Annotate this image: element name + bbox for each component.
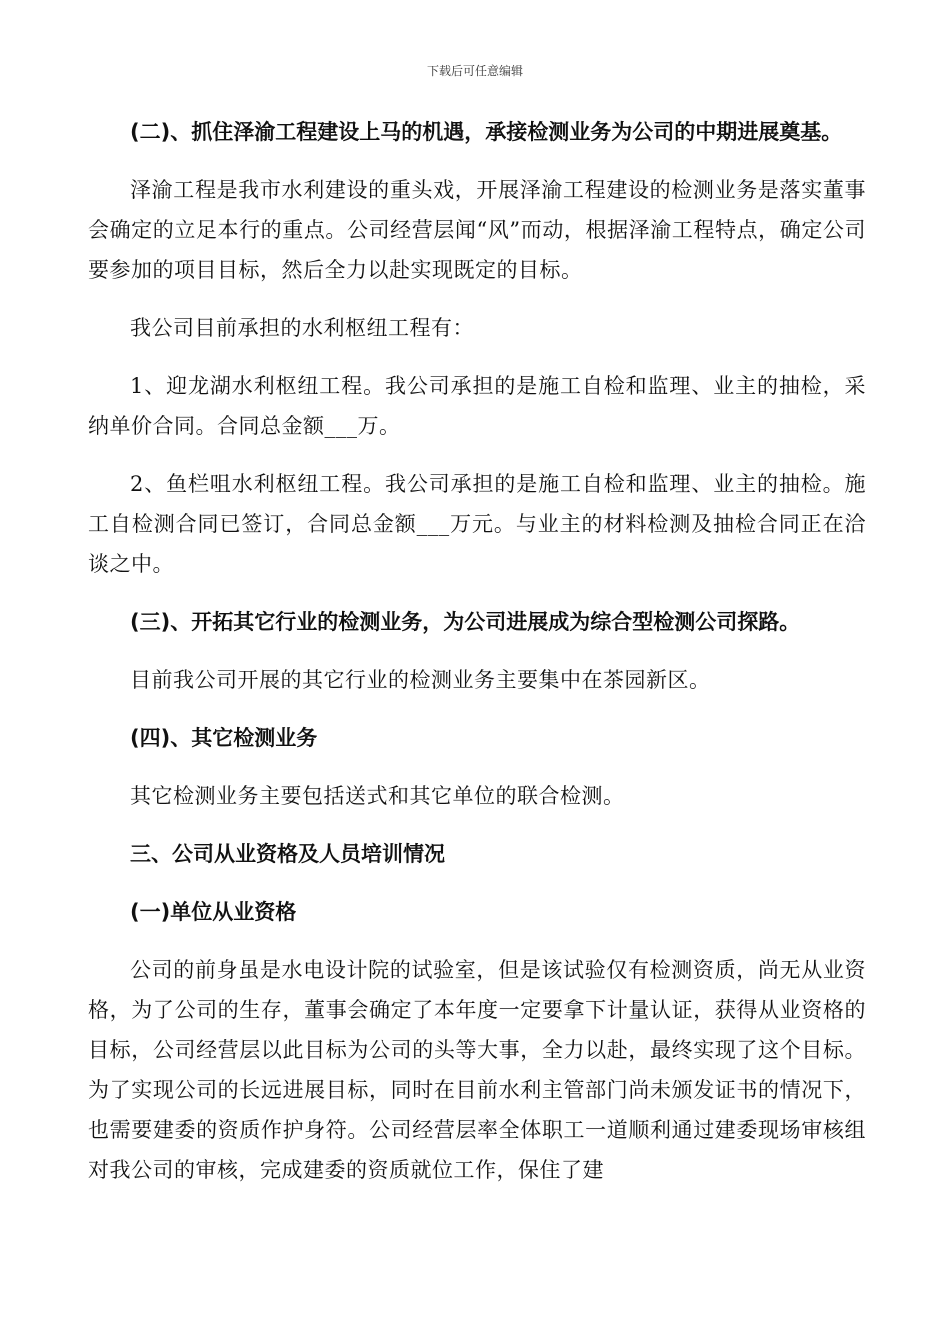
paragraph: 泽渝工程是我市水利建设的重头戏，开展泽渝工程建设的检测业务是落实董事会确定的立足本行的重点。公司经营层闻“风”而动，根据泽渝工程特点，确定公司要参加的项目目标，然后全力以赴实现既定的目标。 [88, 178, 866, 282]
list-item-2: 2、鱼栏咀水利枢纽工程。我公司承担的是施工自检和监理、业主的抽检。施工自检测合同已签订，合同总金额___万元。与业主的材料检测及抽检合同正在洽谈之中。 [88, 472, 866, 576]
list-item-1: 1、迎龙湖水利枢纽工程。我公司承担的是施工自检和监理、业主的抽检，采纳单价合同。合同总金额___万。 [88, 374, 866, 438]
paragraph: 其它检测业务主要包括送式和其它单位的联合检测。 [130, 784, 625, 808]
section-heading-2: (二)、抓住泽渝工程建设上马的机遇，承接检测业务为公司的中期进展奠基。 [130, 120, 843, 144]
paragraph: 公司的前身虽是水电设计院的试验室，但是该试验仅有检测资质，尚无从业资格，为了公司的生存，董事会确定了本年度一定要拿下计量认证，获得从业资格的目标，公司经营层以此目标为公司的头等大事，全力以赴，最终实现了这个目标。为了实现公司的长远进展目标，同时在目前水利主管部门尚未颁发证书的情况下，也需要建委的资质作护身符。公司经营层率全体职工一道顺利通过建委现场审核组对我公司的审核，完成建委的资质就位工作，保住了建 [88, 958, 866, 1182]
subsection-heading-1: (一)单位从业资格 [130, 900, 297, 924]
section-heading-4: (四)、其它检测业务 [130, 726, 318, 750]
chapter-heading-3: 三、公司从业资格及人员培训情况 [130, 842, 445, 866]
document-body [88, 112, 866, 1208]
paragraph: 我公司目前承担的水利枢纽工程有： [130, 316, 474, 340]
section-heading-3: (三)、开拓其它行业的检测业务，为公司进展成为综合型检测公司探路。 [130, 610, 801, 634]
page-header-note: 下载后可任意编辑 [426, 64, 523, 78]
paragraph: 目前我公司开展的其它行业的检测业务主要集中在茶园新区。 [130, 668, 711, 692]
